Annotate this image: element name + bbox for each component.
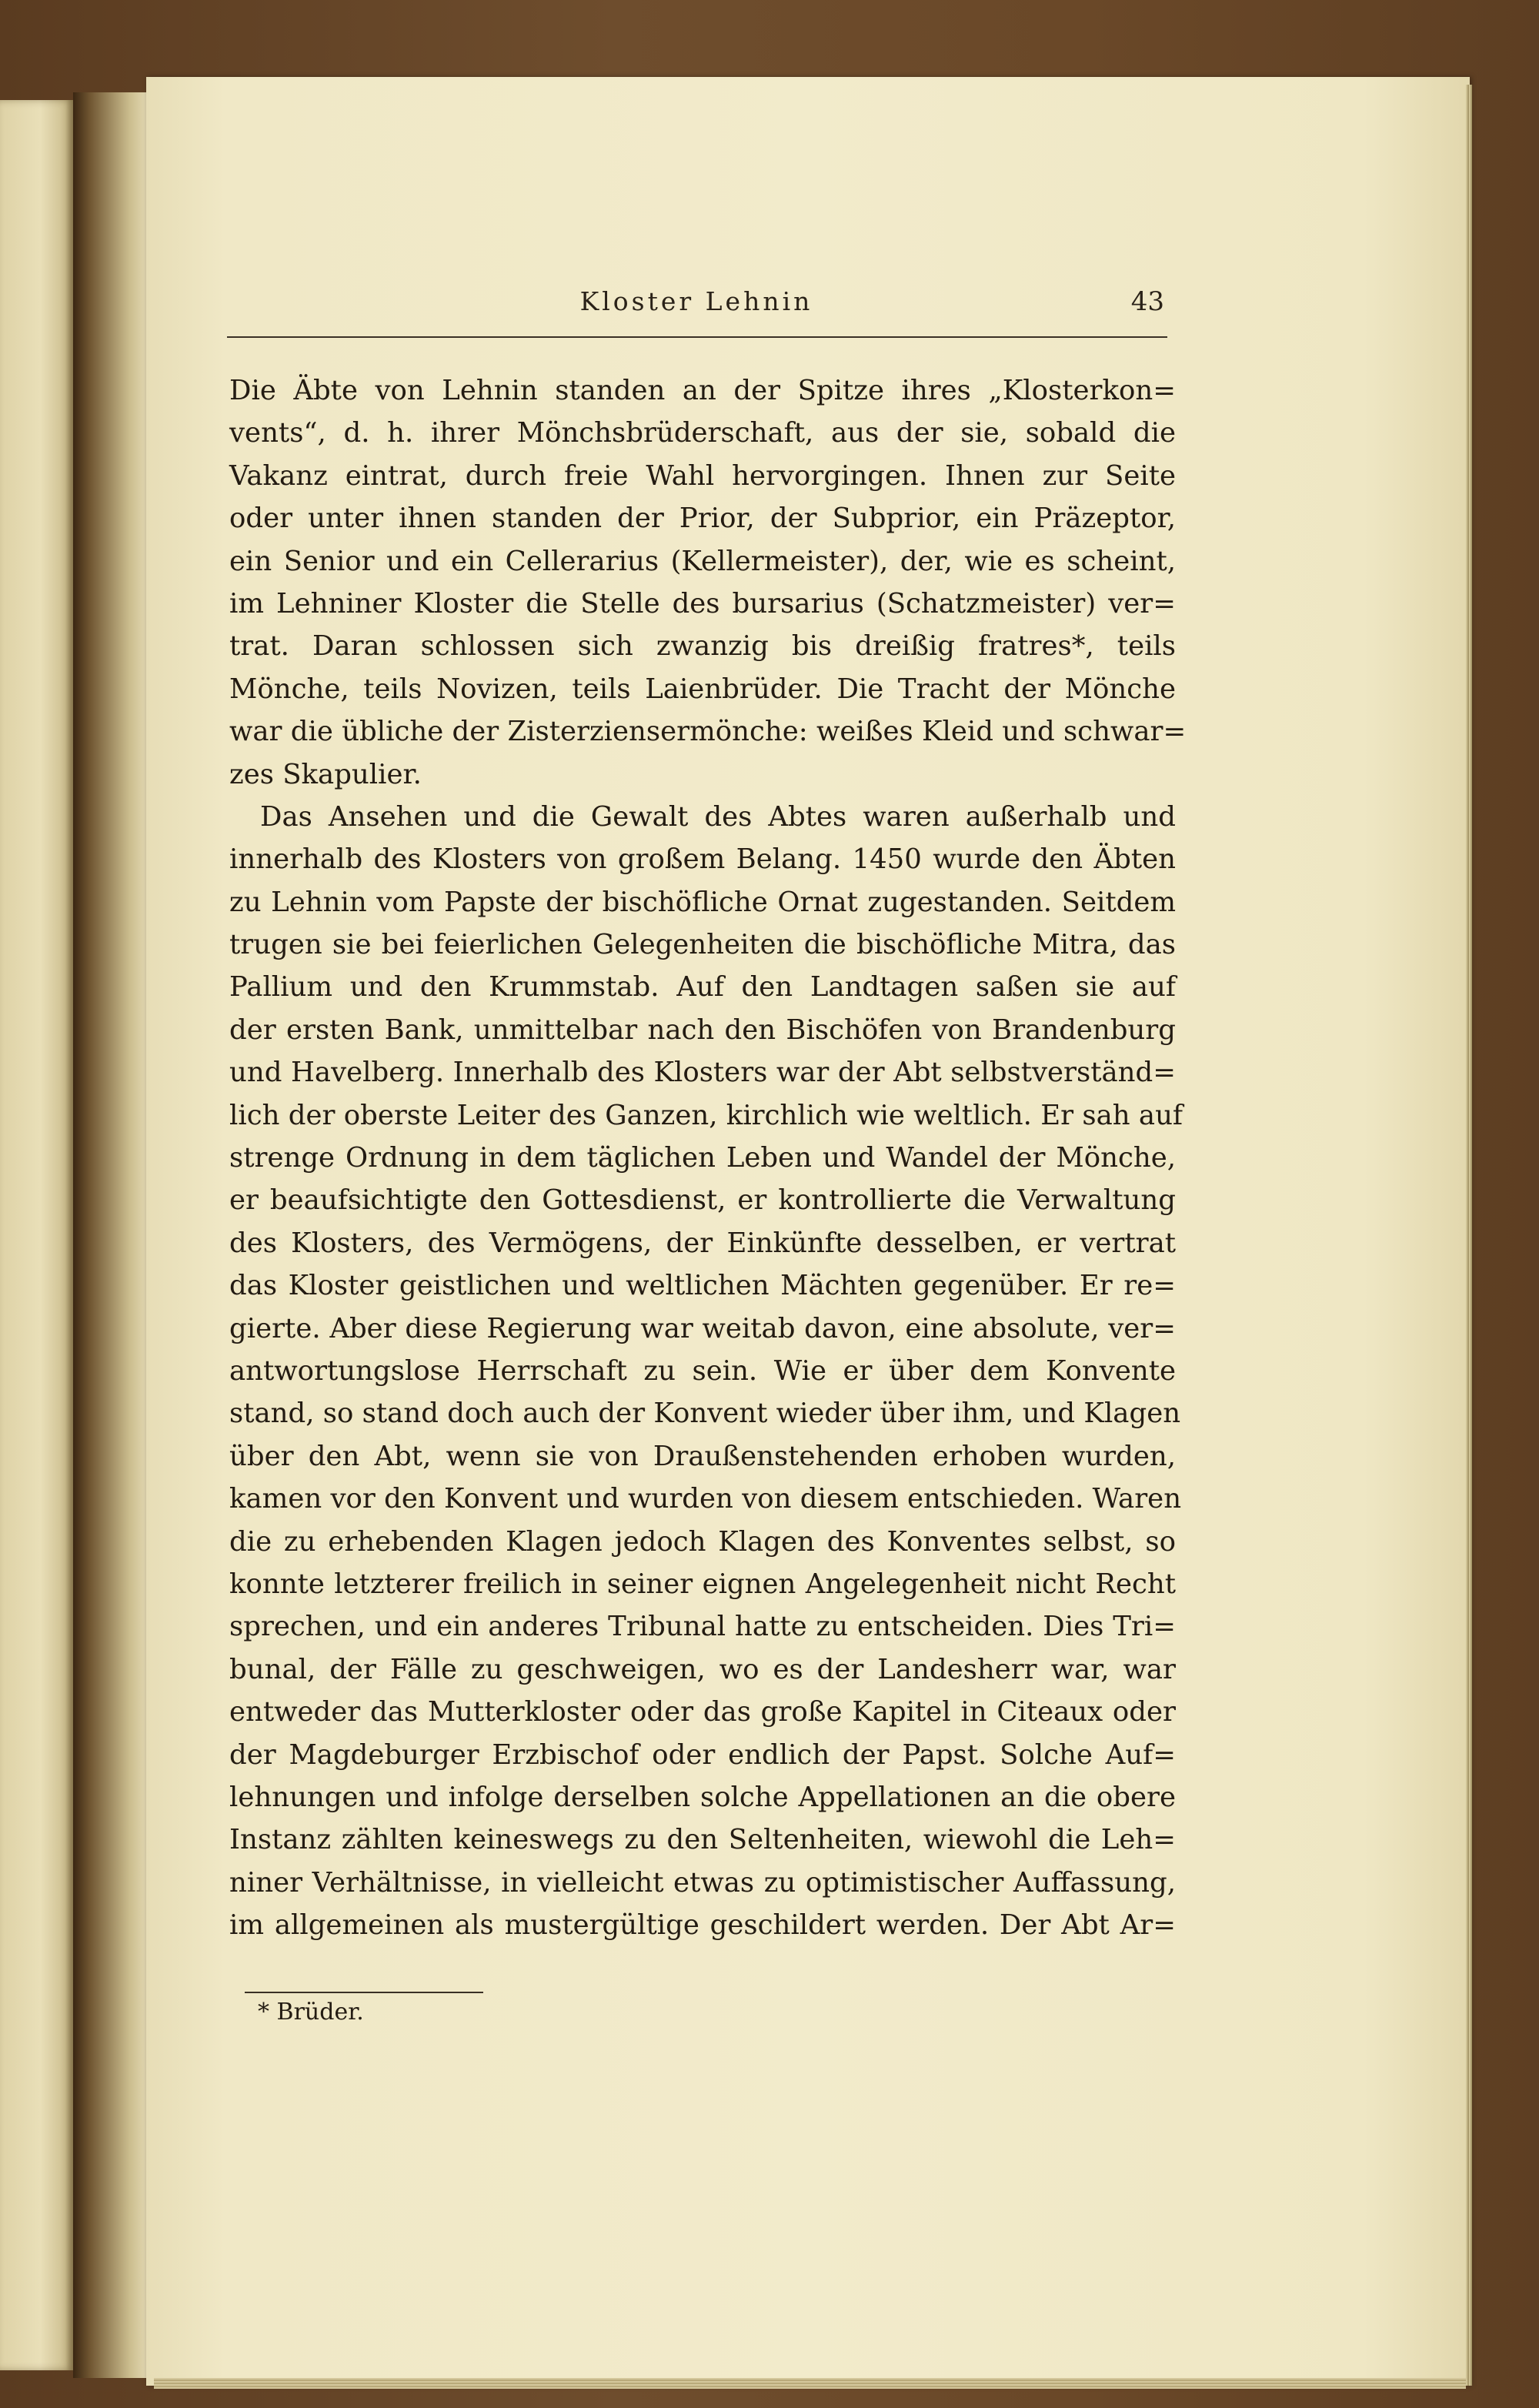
text-line: stand, so stand doch auch der Konvent wieder über ihm, und Klagen <box>229 1398 1181 1430</box>
text-line: des Klosters, des Vermögens, der Einkünfte desselben, er vertrat <box>229 1227 1176 1259</box>
text-line: ein Senior und ein Cellerarius (Kellermeister), der, wie es scheint, <box>229 545 1176 577</box>
text-line: lich der oberste Leiter des Ganzen, kirchlich wie weltlich. Er sah auf <box>229 1099 1183 1131</box>
text-line: trugen sie bei feierlichen Gelegenheiten die bischöfliche Mitra, das <box>229 929 1176 961</box>
text-line: Das Ansehen und die Gewalt des Abtes waren außerhalb und <box>260 800 1176 833</box>
page-stack-bottom-edge <box>154 2378 1466 2389</box>
book-gutter <box>73 92 154 2378</box>
text-line: der ersten Bank, unmittelbar nach den Bischöfen von Brandenburg <box>229 1014 1176 1046</box>
text-line: strenge Ordnung in dem täglichen Leben und Wandel der Mönche, <box>229 1142 1176 1174</box>
text-line: das Kloster geistlichen und weltlichen Mächten gegenüber. Er re= <box>229 1270 1176 1302</box>
text-line: innerhalb des Klosters von großem Belang. 1450 wurde den Äbten <box>229 843 1176 876</box>
text-line: antwortungslose Herrschaft zu sein. Wie er über dem Konvente <box>229 1354 1176 1387</box>
text-line: Die Äbte von Lehnin standen an der Spitze ihres „Klosterkon= <box>229 375 1176 406</box>
page-header <box>227 286 1166 332</box>
text-line: gierte. Aber diese Regierung war weitab davon, eine absolute, ver= <box>229 1312 1176 1344</box>
text-line: Vakanz eintrat, durch freie Wahl hervorgingen. Ihnen zur Seite <box>229 459 1176 492</box>
text-line: Instanz zählten keineswegs zu den Seltenheiten, wiewohl die Leh= <box>229 1824 1176 1856</box>
text-line: im allgemeinen als mustergültige geschildert werden. Der Abt Ar= <box>229 1909 1176 1942</box>
text-line: die zu erhebenden Klagen jedoch Klagen des Konventes selbst, so <box>229 1525 1176 1558</box>
body-text <box>229 369 1187 1946</box>
text-line: kamen vor den Konvent und wurden von diesem entschieden. Waren <box>229 1483 1182 1515</box>
footnote: * Brüder. <box>258 1999 364 2026</box>
text-line: lehnungen und infolge derselben solche Appellationen an die obere <box>229 1781 1176 1813</box>
text-line: über den Abt, wenn sie von Draußenstehenden erhoben wurden, <box>229 1440 1176 1472</box>
text-line: im Lehniner Kloster die Stelle des bursarius (Schatzmeister) ver= <box>229 587 1176 620</box>
text-line: sprechen, und ein anderes Tribunal hatte zu entscheiden. Dies Tri= <box>229 1611 1176 1643</box>
text-line: war die übliche der Zisterziensermönche: weißes Kleid und schwar= <box>229 716 1187 748</box>
text-line: Mönche, teils Novizen, teils Laienbrüder. Die Tracht der Mönche <box>229 673 1176 705</box>
text-line: entweder das Mutterkloster oder das große Kapitel in Citeaux oder <box>229 1696 1176 1728</box>
text-line: und Havelberg. Innerhalb des Klosters war der Abt selbstverständ= <box>229 1057 1176 1089</box>
footnote-rule <box>245 1992 483 1993</box>
text-line: oder unter ihnen standen der Prior, der Subprior, ein Präzeptor, <box>229 503 1176 535</box>
page-number: 43 <box>1130 286 1164 317</box>
text-line: trat. Daran schlossen sich zwanzig bis dreißig fratres*, teils <box>229 630 1176 663</box>
text-line: der Magdeburger Erzbischof oder endlich der Papst. Solche Auf= <box>229 1738 1176 1771</box>
page-stack-right-edge <box>1466 85 1472 2386</box>
text-line: bunal, der Fälle zu geschweigen, wo es der Landesherr war, war <box>229 1653 1176 1685</box>
text-line: vents“, d. h. ihrer Mönchsbrüderschaft, aus der sie, sobald die <box>229 417 1176 449</box>
text-line: zes Skapulier. <box>229 758 422 790</box>
text-line: Pallium und den Krummstab. Auf den Landtagen saßen sie auf <box>229 971 1176 1004</box>
header-rule <box>227 336 1167 338</box>
text-line: er beaufsichtigte den Gottesdienst, er kontrollierte die Verwaltung <box>229 1184 1176 1217</box>
previous-page-edge <box>0 100 73 2370</box>
text-line: niner Verhältnisse, in vielleicht etwas zu optimistischer Auffassung, <box>229 1866 1176 1899</box>
text-line: zu Lehnin vom Papste der bischöfliche Ornat zugestanden. Seitdem <box>229 886 1176 918</box>
text-line: konnte letzterer freilich in seiner eignen Angelegenheit nicht Recht <box>229 1568 1176 1600</box>
running-head: Kloster Lehnin <box>579 286 813 316</box>
